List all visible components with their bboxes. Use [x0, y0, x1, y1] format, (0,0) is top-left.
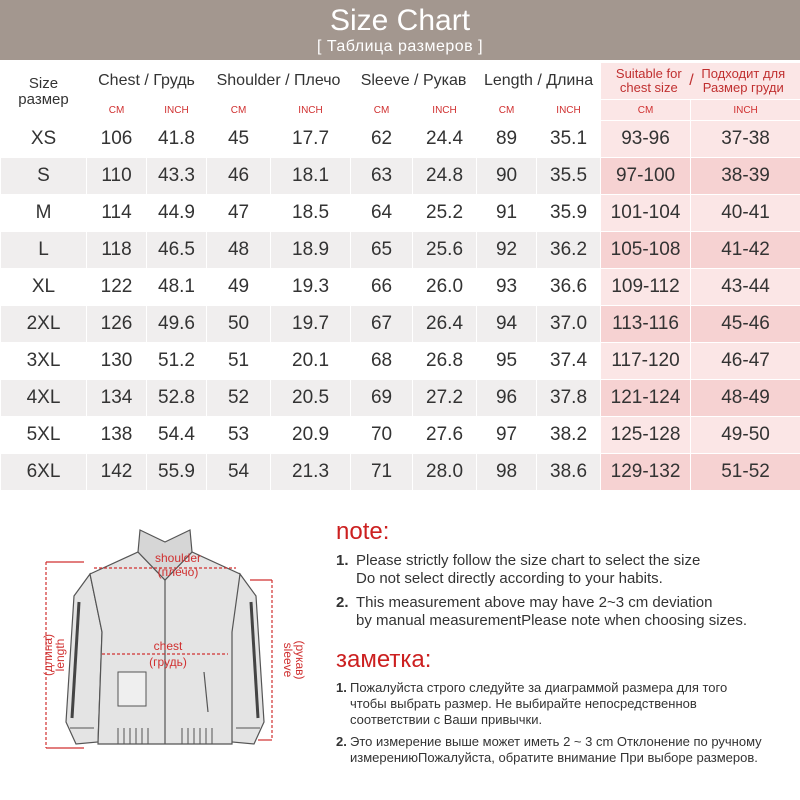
value-cell: 20.9	[271, 417, 351, 454]
value-cell: 19.3	[271, 269, 351, 306]
value-cell: 38-39	[691, 158, 800, 195]
value-cell: 24.4	[413, 121, 477, 158]
value-cell: 129-132	[601, 454, 691, 491]
value-cell: 94	[477, 306, 537, 343]
value-cell: 97	[477, 417, 537, 454]
jacket-measurement-diagram	[28, 522, 308, 774]
note-number: 2.	[336, 594, 349, 611]
note-line: соответствии с Ваши привычки.	[350, 712, 543, 727]
value-cell: 67	[351, 306, 413, 343]
value-cell: 19.7	[271, 306, 351, 343]
value-cell: 52.8	[147, 380, 207, 417]
note-line: by manual measurementPlease note when choosing sizes.	[356, 612, 748, 629]
length-header: Length / Длина	[477, 63, 601, 100]
sleeve-label: sleeve	[281, 642, 295, 678]
value-cell: 35.9	[537, 195, 601, 232]
value-cell: 109-112	[601, 269, 691, 306]
value-cell: 41-42	[691, 232, 800, 269]
value-cell: 51.2	[147, 343, 207, 380]
value-cell: 21.3	[271, 454, 351, 491]
table-row	[1, 195, 800, 232]
suitable-en-label: Suitable for chest size	[615, 66, 682, 95]
table-row	[1, 380, 800, 417]
page-subtitle: [ Таблица размеров ]	[316, 38, 484, 55]
value-cell: 118	[87, 232, 147, 269]
value-cell: 25.2	[413, 195, 477, 232]
size-cell: 6XL	[1, 454, 87, 491]
value-cell: 47	[207, 195, 271, 232]
chest-label: chest	[153, 639, 183, 653]
value-cell: 37.4	[537, 343, 601, 380]
value-cell: 20.1	[271, 343, 351, 380]
note-line: Это измерение выше может иметь 2 ~ 3 cm Отклонение по ручному	[350, 734, 762, 749]
value-cell: 37.0	[537, 306, 601, 343]
unit-inch: INCH	[271, 100, 351, 121]
note-line: Please strictly follow the size chart to select the size	[356, 552, 701, 569]
size-header: Size размер	[1, 63, 87, 121]
notes-en-list	[336, 552, 800, 630]
value-cell: 49	[207, 269, 271, 306]
table-row	[1, 232, 800, 269]
size-cell: XL	[1, 269, 87, 306]
note-number: 2.	[336, 734, 347, 749]
value-cell: 37-38	[691, 121, 800, 158]
value-cell: 45	[207, 121, 271, 158]
value-cell: 49.6	[147, 306, 207, 343]
value-cell: 27.2	[413, 380, 477, 417]
note-ru-title: заметка:	[336, 646, 432, 673]
size-cell: 3XL	[1, 343, 87, 380]
value-cell: 93	[477, 269, 537, 306]
value-cell: 51-52	[691, 454, 800, 491]
value-cell: 62	[351, 121, 413, 158]
size-cell: S	[1, 158, 87, 195]
note-item	[336, 552, 800, 588]
value-cell: 63	[351, 158, 413, 195]
value-cell: 54	[207, 454, 271, 491]
shoulder-header: Shoulder / Плечо	[207, 63, 351, 100]
shoulder-ru-label: (плечо)	[157, 565, 199, 579]
value-cell: 66	[351, 269, 413, 306]
value-cell: 134	[87, 380, 147, 417]
value-cell: 71	[351, 454, 413, 491]
value-cell: 20.5	[271, 380, 351, 417]
table-header-row	[1, 63, 800, 100]
size-cell: 4XL	[1, 380, 87, 417]
page-title: Size Chart	[329, 4, 471, 37]
note-line: This measurement above may have 2~3 cm deviation	[356, 594, 713, 611]
value-cell: 48-49	[691, 380, 800, 417]
unit-inch: INCH	[691, 100, 800, 121]
value-cell: 36.2	[537, 232, 601, 269]
value-cell: 52	[207, 380, 271, 417]
header-banner	[0, 0, 800, 60]
pocket-shape	[118, 672, 146, 706]
size-cell: 5XL	[1, 417, 87, 454]
notes-panel	[336, 518, 800, 766]
value-cell: 50	[207, 306, 271, 343]
chest-header: Chest / Грудь	[87, 63, 207, 100]
value-cell: 35.1	[537, 121, 601, 158]
suitable-header	[601, 63, 800, 100]
note-line: чтобы выбрать размер. Не выбирайте непосредственнов	[350, 696, 697, 711]
value-cell: 65	[351, 232, 413, 269]
value-cell: 18.9	[271, 232, 351, 269]
value-cell: 24.8	[413, 158, 477, 195]
table-row	[1, 158, 800, 195]
value-cell: 138	[87, 417, 147, 454]
unit-inch: INCH	[147, 100, 207, 121]
value-cell: 64	[351, 195, 413, 232]
value-cell: 51	[207, 343, 271, 380]
size-cell: XS	[1, 121, 87, 158]
value-cell: 98	[477, 454, 537, 491]
table-row	[1, 269, 800, 306]
sleeve-header: Sleeve / Рукав	[351, 63, 477, 100]
value-cell: 95	[477, 343, 537, 380]
value-cell: 105-108	[601, 232, 691, 269]
table-row	[1, 306, 800, 343]
size-rows	[1, 121, 800, 491]
size-cell: L	[1, 232, 87, 269]
table-row	[1, 121, 800, 158]
value-cell: 122	[87, 269, 147, 306]
shoulder-label: shoulder	[154, 551, 202, 565]
value-cell: 101-104	[601, 195, 691, 232]
value-cell: 91	[477, 195, 537, 232]
value-cell: 41.8	[147, 121, 207, 158]
unit-cm: CM	[351, 100, 413, 121]
value-cell: 18.5	[271, 195, 351, 232]
value-cell: 38.2	[537, 417, 601, 454]
value-cell: 48.1	[147, 269, 207, 306]
value-cell: 54.4	[147, 417, 207, 454]
value-cell: 130	[87, 343, 147, 380]
unit-inch: INCH	[413, 100, 477, 121]
value-cell: 53	[207, 417, 271, 454]
value-cell: 55.9	[147, 454, 207, 491]
table-row	[1, 417, 800, 454]
value-cell: 43.3	[147, 158, 207, 195]
unit-cm: CM	[477, 100, 537, 121]
value-cell: 40-41	[691, 195, 800, 232]
value-cell: 92	[477, 232, 537, 269]
length-label: length	[53, 638, 67, 672]
note-line: Do not select directly according to your habits.	[356, 570, 663, 587]
value-cell: 44.9	[147, 195, 207, 232]
value-cell: 36.6	[537, 269, 601, 306]
value-cell: 68	[351, 343, 413, 380]
note-line: Пожалуйста строго следуйте за диаграммой размера для того	[350, 680, 728, 695]
length-ru-label: (длина)	[41, 634, 55, 676]
unit-inch: INCH	[537, 100, 601, 121]
value-cell: 35.5	[537, 158, 601, 195]
value-cell: 117-120	[601, 343, 691, 380]
value-cell: 114	[87, 195, 147, 232]
value-cell: 142	[87, 454, 147, 491]
value-cell: 17.7	[271, 121, 351, 158]
value-cell: 49-50	[691, 417, 800, 454]
value-cell: 106	[87, 121, 147, 158]
value-cell: 110	[87, 158, 147, 195]
value-cell: 26.0	[413, 269, 477, 306]
note-item	[336, 734, 800, 766]
size-cell: M	[1, 195, 87, 232]
unit-row	[1, 100, 800, 121]
size-table	[0, 62, 800, 491]
value-cell: 121-124	[601, 380, 691, 417]
note-line: измерениюПожалуйста, обратите внимание При выборе размеров.	[350, 750, 758, 765]
notes-ru-list	[336, 680, 800, 766]
value-cell: 26.8	[413, 343, 477, 380]
table-row	[1, 454, 800, 491]
note-item	[336, 594, 800, 630]
note-number: 1.	[336, 552, 349, 569]
note-title: note:	[336, 518, 390, 545]
lower-section	[0, 500, 800, 800]
suitable-ru-label: Подходит для Размер груди	[701, 66, 786, 95]
note-number: 1.	[336, 680, 347, 695]
size-cell: 2XL	[1, 306, 87, 343]
value-cell: 69	[351, 380, 413, 417]
value-cell: 48	[207, 232, 271, 269]
value-cell: 96	[477, 380, 537, 417]
unit-cm: CM	[87, 100, 147, 121]
value-cell: 93-96	[601, 121, 691, 158]
value-cell: 46.5	[147, 232, 207, 269]
value-cell: 113-116	[601, 306, 691, 343]
value-cell: 28.0	[413, 454, 477, 491]
table-row	[1, 343, 800, 380]
value-cell: 25.6	[413, 232, 477, 269]
value-cell: 43-44	[691, 269, 800, 306]
value-cell: 70	[351, 417, 413, 454]
chest-ru-label: (грудь)	[149, 655, 187, 669]
unit-cm: CM	[207, 100, 271, 121]
value-cell: 26.4	[413, 306, 477, 343]
value-cell: 125-128	[601, 417, 691, 454]
value-cell: 46-47	[691, 343, 800, 380]
value-cell: 89	[477, 121, 537, 158]
value-cell: 46	[207, 158, 271, 195]
value-cell: 126	[87, 306, 147, 343]
value-cell: 27.6	[413, 417, 477, 454]
value-cell: 38.6	[537, 454, 601, 491]
value-cell: 90	[477, 158, 537, 195]
sleeve-ru-label: (рукав)	[293, 640, 307, 680]
suitable-slash: /	[689, 72, 694, 89]
value-cell: 18.1	[271, 158, 351, 195]
value-cell: 37.8	[537, 380, 601, 417]
unit-cm: CM	[601, 100, 691, 121]
note-item	[336, 680, 800, 728]
value-cell: 97-100	[601, 158, 691, 195]
value-cell: 45-46	[691, 306, 800, 343]
